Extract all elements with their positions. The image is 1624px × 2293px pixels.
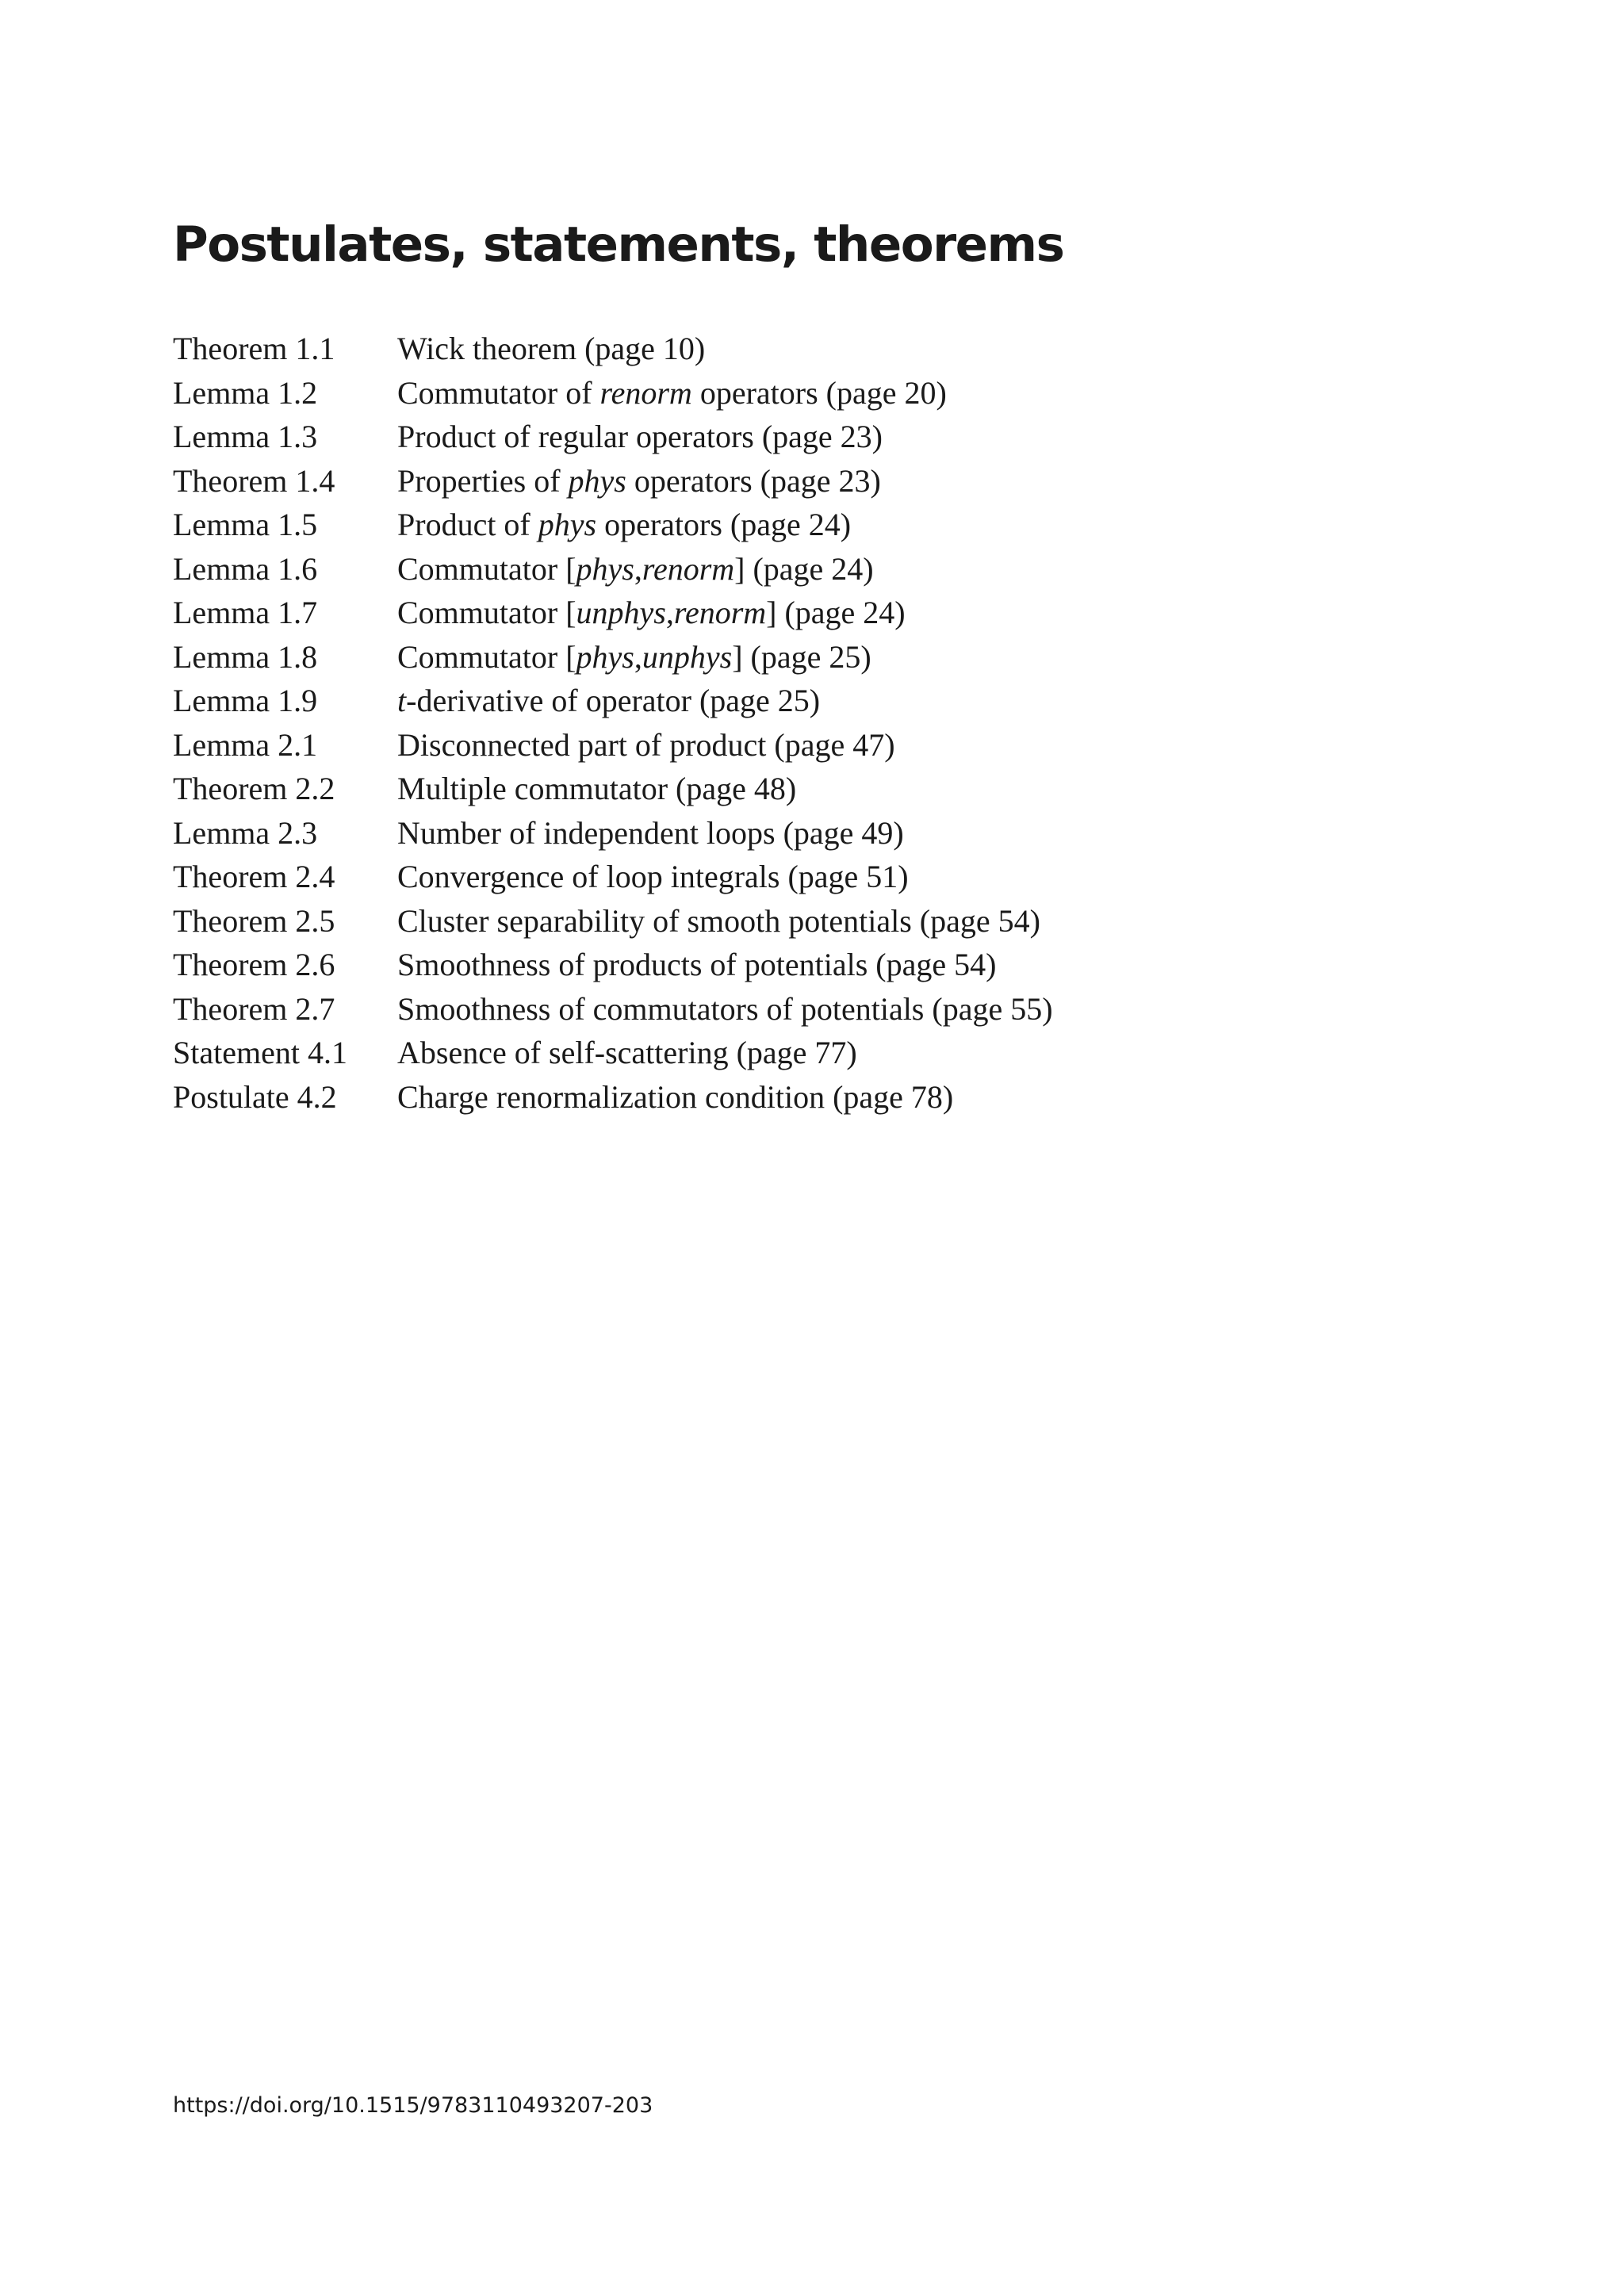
entry-title: Convergence of loop integrals (page 51) bbox=[397, 859, 909, 894]
entry-title: t-derivative of operator (page 25) bbox=[397, 683, 821, 718]
list-item bbox=[173, 503, 1442, 547]
entry-title: Commutator [phys,renorm] (page 24) bbox=[397, 550, 874, 587]
entry-label: Lemma 1.2 bbox=[173, 374, 318, 411]
entry-title: Charge renormalization condition (page 78) bbox=[397, 1078, 954, 1115]
entry-title: Product of phys operators (page 24) bbox=[397, 507, 852, 542]
list-item bbox=[173, 1075, 1442, 1120]
list-item bbox=[173, 459, 1442, 503]
entry-label: Statement 4.1 bbox=[173, 1035, 347, 1070]
list-item bbox=[173, 1031, 1442, 1075]
list-item bbox=[173, 547, 1442, 591]
entry-title: Absence of self-scattering (page 77) bbox=[397, 1035, 857, 1070]
list-item bbox=[173, 943, 1442, 987]
entry-title: Cluster separability of smooth potentials (page 54) bbox=[397, 902, 1040, 939]
page-title: Postulates, statements, theorems bbox=[173, 216, 1064, 273]
entry-title: Smoothness of commutators of potentials (page 55) bbox=[397, 990, 1053, 1027]
list-item bbox=[173, 591, 1442, 635]
entry-label: Theorem 1.4 bbox=[173, 462, 335, 499]
entry-label: Theorem 1.1 bbox=[173, 331, 335, 366]
entry-title: Disconnected part of product (page 47) bbox=[397, 726, 895, 763]
entry-title: Product of regular operators (page 23) bbox=[397, 419, 883, 454]
entry-label: Lemma 1.3 bbox=[173, 419, 318, 454]
entry-list bbox=[173, 327, 1442, 1119]
entry-label: Lemma 1.5 bbox=[173, 507, 318, 542]
entry-label: Lemma 1.7 bbox=[173, 595, 318, 630]
list-item bbox=[173, 679, 1442, 723]
entry-label: Theorem 2.7 bbox=[173, 990, 335, 1027]
list-item bbox=[173, 855, 1442, 899]
entry-title: Multiple commutator (page 48) bbox=[397, 771, 797, 806]
list-item bbox=[173, 767, 1442, 811]
entry-title: Smoothness of products of potentials (page 54) bbox=[397, 947, 997, 982]
entry-title: Properties of phys operators (page 23) bbox=[397, 462, 881, 499]
entry-label: Lemma 1.8 bbox=[173, 638, 318, 675]
entry-title: Commutator [unphys,renorm] (page 24) bbox=[397, 595, 906, 630]
list-item bbox=[173, 415, 1442, 459]
entry-label: Theorem 2.5 bbox=[173, 902, 335, 939]
entry-label: Theorem 2.6 bbox=[173, 947, 335, 982]
entry-label: Lemma 2.3 bbox=[173, 814, 318, 851]
list-item bbox=[173, 327, 1442, 371]
list-item bbox=[173, 635, 1442, 679]
entry-label: Lemma 1.9 bbox=[173, 683, 318, 718]
entry-title: Commutator of renorm operators (page 20) bbox=[397, 374, 947, 411]
entry-title: Number of independent loops (page 49) bbox=[397, 814, 904, 851]
entry-label: Lemma 2.1 bbox=[173, 726, 318, 763]
list-item bbox=[173, 811, 1442, 856]
entry-label: Lemma 1.6 bbox=[173, 550, 318, 587]
doi-link[interactable]: https://doi.org/10.1515/9783110493207-203 bbox=[173, 2093, 653, 2118]
list-item bbox=[173, 899, 1442, 944]
entry-title: Commutator [phys,unphys] (page 25) bbox=[397, 638, 871, 675]
list-item bbox=[173, 371, 1442, 415]
entry-label: Postulate 4.2 bbox=[173, 1078, 337, 1115]
list-item bbox=[173, 987, 1442, 1032]
entry-label: Theorem 2.2 bbox=[173, 771, 335, 806]
entry-label: Theorem 2.4 bbox=[173, 859, 335, 894]
list-item bbox=[173, 723, 1442, 768]
entry-title: Wick theorem (page 10) bbox=[397, 331, 706, 366]
